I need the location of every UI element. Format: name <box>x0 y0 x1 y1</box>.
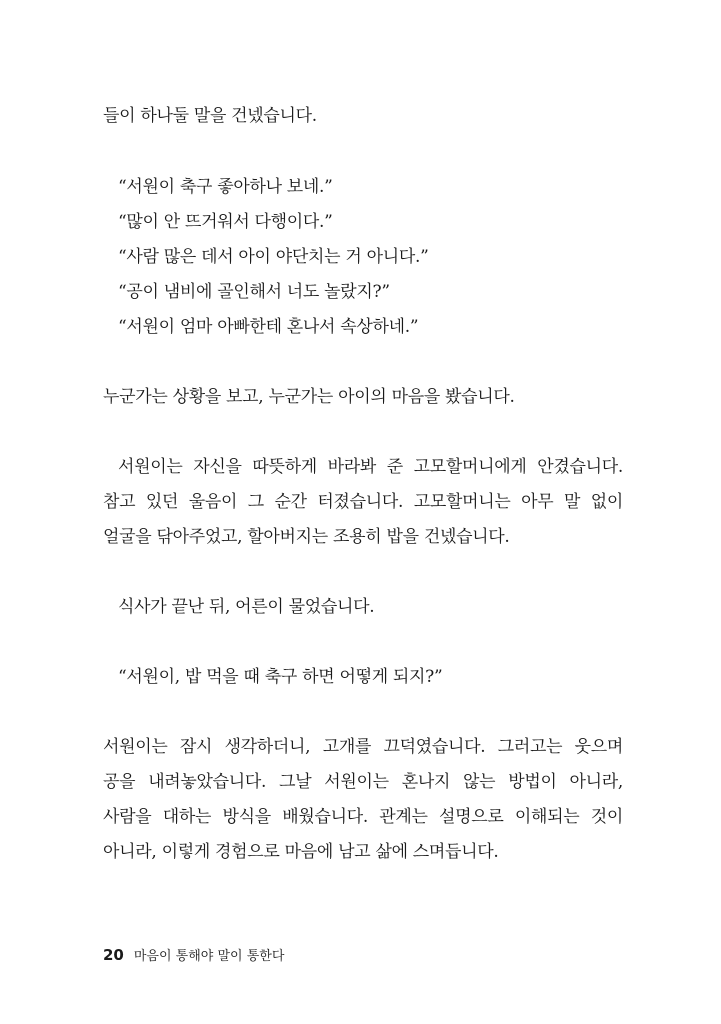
quote-line: “서원이, 밥 먹을 때 축구 하면 어떻게 되지?” <box>118 667 443 687</box>
paragraph-line: 누군가는 상황을 보고, 누군가는 아이의 마음을 봤습니다. <box>103 387 515 407</box>
quote-line: “공이 냄비에 골인해서 너도 놀랐지?” <box>118 282 390 302</box>
paragraph-line: 참고 있던 울음이 그 순간 터졌습니다. 고모할머니는 아무 말 없이 <box>103 492 623 512</box>
paragraph-line: 들이 하나둘 말을 건넸습니다. <box>103 106 317 126</box>
quote-line: “서원이 축구 좋아하나 보네.” <box>118 177 333 197</box>
page-footer <box>103 945 284 967</box>
paragraph-line: 사람을 대하는 방식을 배웠습니다. 관계는 설명으로 이해되는 것이 <box>103 807 623 827</box>
book-title: 마음이 통해야 말이 통한다 <box>133 949 285 964</box>
quote-line: “사람 많은 데서 아이 야단치는 거 아니다.” <box>118 247 429 267</box>
quote-line: “많이 안 뜨거워서 다행이다.” <box>118 212 333 232</box>
paragraph-line: 서원이는 자신을 따뜻하게 바라봐 준 고모할머니에게 안겼습니다. <box>118 457 623 477</box>
paragraph-line: 공을 내려놓았습니다. 그날 서원이는 혼나지 않는 방법이 아니라, <box>103 772 623 792</box>
quote-line: “서원이 엄마 아빠한테 혼나서 속상하네.” <box>118 317 419 337</box>
paragraph-line: 식사가 끝난 뒤, 어른이 물었습니다. <box>118 597 375 617</box>
page-number: 20 <box>103 946 124 964</box>
paragraph-line: 서원이는 잠시 생각하더니, 고개를 끄덕였습니다. 그러고는 웃으며 <box>103 737 623 757</box>
paragraph-line: 얼굴을 닦아주었고, 할아버지는 조용히 밥을 건넸습니다. <box>103 527 510 547</box>
paragraph-line: 아니라, 이렇게 경험으로 마음에 남고 삶에 스며듭니다. <box>103 842 499 862</box>
